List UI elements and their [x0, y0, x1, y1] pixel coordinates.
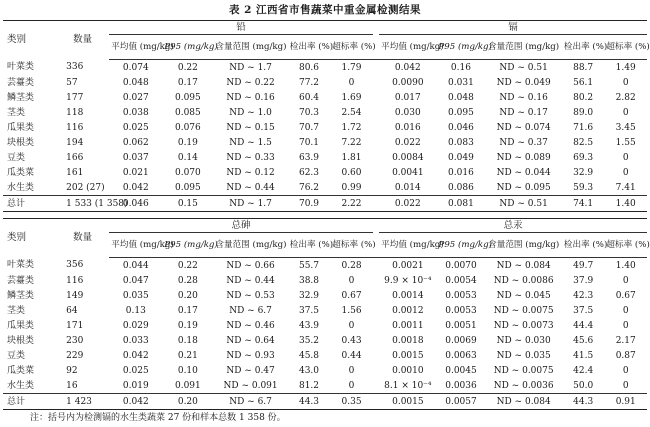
lead-cadmium-table [3, 20, 650, 212]
mean-cell: 0.13 [125, 305, 146, 316]
range-cell: ND ~ 0.44 [226, 275, 275, 286]
mean-cell: 0.042 [109, 394, 162, 410]
category-cell: 瓜果类 [7, 122, 35, 133]
detect-rate-cell: 38.8 [298, 275, 320, 286]
exceed-rate-cell: 1.40 [615, 260, 636, 271]
table-row [3, 258, 647, 274]
exceed-rate-cell: 0 [622, 77, 629, 88]
exceed-rate-cell: 0.28 [341, 260, 362, 271]
range-cell: ND ~ 0.049 [496, 77, 551, 88]
header-detect-rate: 检出率 (%) [562, 233, 605, 258]
exceed-rate-cell: 7.41 [615, 182, 636, 193]
range-cell: ND ~ 0.16 [226, 92, 275, 103]
mean-cell: 0.0041 [392, 167, 424, 178]
detect-rate-cell: 89.0 [573, 107, 594, 118]
category-cell: 豆类 [7, 350, 26, 361]
p95-cell: 0.0045 [445, 365, 477, 376]
p95-cell: 0.17 [177, 77, 198, 88]
header-p95: P95 (mg/kg) [162, 35, 213, 60]
mean-cell: 0.0012 [392, 305, 424, 316]
exceed-rate-cell: 0.35 [330, 394, 373, 410]
mean-cell: 0.048 [122, 77, 149, 88]
p95-cell: 0.21 [177, 350, 198, 361]
category-cell: 叶菜类 [7, 260, 35, 271]
mean-cell: 0.021 [122, 167, 149, 178]
exceed-rate-cell: 0.87 [615, 350, 636, 361]
range-cell: ND ~ 0.16 [499, 92, 548, 103]
mean-cell: 0.0015 [392, 350, 424, 361]
count-cell: 194 [66, 137, 84, 148]
exceed-rate-cell: 1.81 [341, 152, 362, 163]
detect-rate-cell: 37.5 [298, 305, 320, 316]
mean-cell: 0.025 [122, 365, 149, 376]
range-cell: ND ~ 0.089 [496, 152, 551, 163]
exceed-rate-cell: 0 [622, 305, 629, 316]
exceed-rate-cell: 0 [348, 380, 355, 391]
detect-rate-cell: 76.2 [298, 182, 320, 193]
table-title: 表 2 江西省市售蔬菜中重金属检测结果 [228, 4, 422, 16]
p95-cell: 0.20 [177, 290, 198, 301]
detect-rate-cell: 35.2 [298, 335, 320, 346]
range-cell: ND ~ 0.030 [496, 335, 551, 346]
range-cell: ND ~ 0.22 [226, 77, 275, 88]
detect-rate-cell: 59.3 [573, 182, 594, 193]
p95-cell: 0.016 [448, 167, 474, 178]
mean-cell: 0.035 [122, 290, 149, 301]
mean-cell: 0.027 [122, 92, 149, 103]
mean-cell: 0.044 [122, 260, 149, 271]
header-category: 类别 [3, 21, 56, 60]
header-exceed-rate: 超标率 (%) [604, 233, 647, 258]
p95-cell: 0.0070 [445, 260, 477, 271]
header-exceed-rate: 超标率 (%) [604, 35, 647, 60]
category-cell: 鳞茎类 [7, 92, 35, 103]
detect-rate-cell: 55.7 [298, 260, 320, 271]
range-cell: ND ~ 6.7 [229, 305, 272, 316]
count-cell: 177 [66, 92, 84, 103]
header-range: 含量范围 (mg/kg) [213, 233, 287, 258]
category-cell: 瓜类菜 [7, 365, 35, 376]
range-cell: ND ~ 0.47 [226, 365, 275, 376]
detect-rate-cell: 80.2 [573, 92, 594, 103]
mean-cell: 0.029 [122, 320, 149, 331]
mean-cell: 0.047 [122, 275, 149, 286]
range-cell: ND ~ 0.084 [485, 394, 562, 410]
count-cell: 202 (27) [66, 182, 105, 193]
p95-cell: 0.16 [450, 62, 471, 73]
p95-cell: 0.083 [448, 137, 474, 148]
exceed-rate-cell: 0 [348, 275, 355, 286]
p95-cell: 0.19 [177, 320, 198, 331]
range-cell: ND ~ 0.46 [226, 320, 275, 331]
detect-rate-cell: 45.8 [298, 350, 320, 361]
exceed-rate-cell: 3.45 [615, 122, 636, 133]
p95-cell: 0.0053 [445, 290, 477, 301]
p95-cell: 0.095 [174, 182, 201, 193]
mean-cell: 0.0010 [392, 365, 424, 376]
p95-cell: 0.0051 [445, 320, 477, 331]
exceed-rate-cell: 2.54 [341, 107, 362, 118]
mean-cell: 0.016 [394, 122, 421, 133]
p95-cell: 0.15 [162, 196, 213, 212]
header-p95: P95 (mg/kg) [437, 233, 486, 258]
exceed-rate-cell: 0.60 [341, 167, 362, 178]
mean-cell: 0.017 [394, 92, 421, 103]
detect-rate-cell: 43.0 [298, 365, 320, 376]
p95-cell: 0.085 [174, 107, 201, 118]
header-mean: 平均值 (mg/kg) [109, 35, 162, 60]
range-cell: ND ~ 6.7 [213, 394, 287, 410]
p95-cell: 0.091 [174, 380, 201, 391]
count-cell: 161 [66, 167, 84, 178]
exceed-rate-cell: 1.56 [341, 305, 362, 316]
exceed-rate-cell: 0 [622, 107, 629, 118]
group-lead: 铅 [109, 21, 373, 35]
count-cell: 118 [66, 107, 84, 118]
p95-cell: 0.095 [448, 107, 474, 118]
mean-cell: 0.022 [394, 137, 421, 148]
detect-rate-cell: 80.6 [298, 62, 320, 73]
p95-cell: 0.0063 [445, 350, 477, 361]
category-cell: 水生类 [7, 380, 35, 391]
table-row [3, 348, 647, 363]
category-cell: 叶菜类 [7, 62, 35, 73]
exceed-rate-cell: 0 [622, 320, 629, 331]
detect-rate-cell: 37.9 [573, 275, 594, 286]
exceed-rate-cell: 1.79 [341, 62, 362, 73]
mean-cell: 0.019 [122, 380, 149, 391]
count-cell: 356 [66, 260, 84, 271]
table-row [3, 333, 647, 348]
detect-rate-cell: 82.5 [573, 137, 594, 148]
exceed-rate-cell: 0.99 [341, 182, 362, 193]
mean-cell: 0.042 [122, 182, 149, 193]
table-row [3, 105, 647, 120]
range-cell: ND ~ 0.035 [496, 350, 551, 361]
range-cell: ND ~ 1.7 [213, 196, 287, 212]
p95-cell: 0.046 [448, 122, 474, 133]
count-cell: 230 [66, 335, 84, 346]
mean-cell: 0.037 [122, 152, 149, 163]
p95-cell: 0.20 [162, 394, 213, 410]
table-row [3, 196, 647, 212]
range-cell: ND ~ 0.0036 [493, 380, 554, 391]
table-row [3, 394, 647, 410]
arsenic-mercury-table [3, 218, 650, 410]
exceed-rate-cell: 1.55 [615, 137, 636, 148]
group-total-mercury: 总汞 [379, 219, 647, 233]
p95-cell: 0.14 [177, 152, 198, 163]
mean-cell: 0.0014 [392, 290, 424, 301]
mean-cell: 0.0011 [392, 320, 424, 331]
p95-cell: 0.086 [448, 182, 474, 193]
group-total-arsenic: 总砷 [109, 219, 373, 233]
p95-cell: 0.048 [448, 92, 474, 103]
p95-cell: 0.18 [177, 335, 198, 346]
table-row [3, 150, 647, 165]
p95-cell: 0.076 [174, 122, 201, 133]
category-cell: 总计 [3, 196, 56, 212]
category-cell: 水生类 [7, 182, 35, 193]
detect-rate-cell: 81.2 [298, 380, 320, 391]
exceed-rate-cell: 2.17 [615, 335, 636, 346]
p95-cell: 0.0069 [445, 335, 477, 346]
category-cell: 瓜果类 [7, 320, 35, 331]
exceed-rate-cell: 0.91 [604, 394, 647, 410]
header-exceed-rate: 超标率 (%) [330, 35, 373, 60]
range-cell: ND ~ 0.64 [226, 335, 275, 346]
header-range: 含量范围 (mg/kg) [485, 35, 562, 60]
header-category: 类别 [3, 219, 56, 258]
exceed-rate-cell: 0.44 [341, 350, 362, 361]
range-cell: ND ~ 0.33 [226, 152, 275, 163]
header-exceed-rate: 超标率 (%) [330, 233, 373, 258]
category-cell: 总计 [3, 394, 56, 410]
category-cell: 块根类 [7, 137, 35, 148]
exceed-rate-cell: 0 [622, 275, 629, 286]
detect-rate-cell: 88.7 [573, 62, 594, 73]
mean-cell: 0.0018 [392, 335, 424, 346]
detect-rate-cell: 42.4 [573, 365, 594, 376]
header-count: 数量 [56, 219, 109, 258]
p95-cell: 0.0036 [445, 380, 477, 391]
mean-cell: 0.033 [122, 335, 149, 346]
exceed-rate-cell: 0 [622, 380, 629, 391]
table-row [3, 303, 647, 318]
detect-rate-cell: 42.3 [573, 290, 594, 301]
header-mean: 平均值 (mg/kg) [109, 233, 162, 258]
exceed-rate-cell: 0.43 [341, 335, 362, 346]
header-p95: P95 (mg/kg) [162, 233, 213, 258]
category-cell: 芸薹类 [7, 77, 35, 88]
detect-rate-cell: 70.9 [288, 196, 331, 212]
mean-cell: 0.042 [122, 350, 149, 361]
range-cell: ND ~ 1.5 [229, 137, 272, 148]
mean-cell: 0.0084 [392, 152, 424, 163]
p95-cell: 0.081 [437, 196, 486, 212]
detect-rate-cell: 71.6 [573, 122, 594, 133]
range-cell: ND ~ 0.44 [226, 182, 275, 193]
detect-rate-cell: 70.1 [298, 137, 320, 148]
range-cell: ND ~ 0.0073 [493, 320, 554, 331]
mean-cell: 0.062 [122, 137, 149, 148]
category-cell: 瓜类菜 [7, 167, 35, 178]
exceed-rate-cell: 7.22 [341, 137, 362, 148]
detect-rate-cell: 50.0 [573, 380, 594, 391]
p95-cell: 0.17 [177, 305, 198, 316]
mean-cell: 0.046 [109, 196, 162, 212]
range-cell: ND ~ 0.53 [226, 290, 275, 301]
table-row [3, 363, 647, 378]
exceed-rate-cell: 1.69 [341, 92, 362, 103]
p95-cell: 0.0054 [445, 275, 477, 286]
exceed-rate-cell: 0 [348, 365, 355, 376]
header-detect-rate: 检出率 (%) [288, 233, 331, 258]
header-detect-rate: 检出率 (%) [288, 35, 331, 60]
range-cell: ND ~ 0.074 [496, 122, 551, 133]
range-cell: ND ~ 0.091 [223, 380, 278, 391]
range-cell: ND ~ 0.084 [496, 260, 551, 271]
mean-cell: 0.0015 [379, 394, 436, 410]
range-cell: ND ~ 0.0086 [493, 275, 554, 286]
category-cell: 芸薹类 [7, 275, 35, 286]
detect-rate-cell: 43.9 [298, 320, 320, 331]
category-cell: 豆类 [7, 152, 26, 163]
count-cell: 229 [66, 350, 84, 361]
detect-rate-cell: 69.3 [573, 152, 594, 163]
detect-rate-cell: 70.7 [298, 122, 320, 133]
count-cell: 171 [66, 320, 84, 331]
detect-rate-cell: 77.2 [298, 77, 320, 88]
header-range: 含量范围 (mg/kg) [485, 233, 562, 258]
count-cell: 166 [66, 152, 84, 163]
category-cell: 茎类 [7, 305, 26, 316]
count-cell: 116 [66, 122, 84, 133]
mean-cell: 0.038 [122, 107, 149, 118]
mean-cell: 0.014 [394, 182, 421, 193]
range-cell: ND ~ 1.7 [229, 62, 272, 73]
table-row [3, 135, 647, 150]
table-row [3, 180, 647, 196]
exceed-rate-cell: 0 [622, 365, 629, 376]
count-cell: 336 [66, 62, 84, 73]
table-row [3, 90, 647, 105]
p95-cell: 0.0057 [437, 394, 486, 410]
count-cell: 116 [66, 275, 84, 286]
exceed-rate-cell: 0 [348, 77, 355, 88]
mean-cell: 0.0021 [392, 260, 424, 271]
range-cell: ND ~ 0.095 [496, 182, 551, 193]
table-row [3, 75, 647, 90]
category-cell: 茎类 [7, 107, 26, 118]
range-cell: ND ~ 0.51 [485, 196, 562, 212]
detect-rate-cell: 62.3 [298, 167, 320, 178]
mean-cell: 0.025 [122, 122, 149, 133]
detect-rate-cell: 37.5 [573, 305, 594, 316]
mean-cell: 0.0090 [392, 77, 424, 88]
count-cell: 149 [66, 290, 84, 301]
detect-rate-cell: 44.3 [562, 394, 605, 410]
table-row [3, 120, 647, 135]
category-cell: 块根类 [7, 335, 35, 346]
range-cell: ND ~ 0.15 [226, 122, 275, 133]
exceed-rate-cell: 0 [622, 167, 629, 178]
mean-cell: 0.030 [394, 107, 421, 118]
header-range: 含量范围 (mg/kg) [213, 35, 287, 60]
p95-cell: 0.28 [177, 275, 198, 286]
header-detect-rate: 检出率 (%) [562, 35, 605, 60]
exceed-rate-cell: 2.82 [615, 92, 636, 103]
detect-rate-cell: 63.9 [298, 152, 320, 163]
p95-cell: 0.070 [174, 167, 201, 178]
p95-cell: 0.031 [448, 77, 474, 88]
table-row [3, 165, 647, 180]
table-row [3, 60, 647, 76]
mean-cell: 9.9 × 10⁻⁴ [384, 275, 432, 286]
range-cell: ND ~ 0.0075 [493, 365, 554, 376]
exceed-rate-cell: 2.22 [330, 196, 373, 212]
count-cell: 57 [66, 77, 78, 88]
mean-cell: 0.042 [394, 62, 421, 73]
range-cell: ND ~ 0.66 [226, 260, 275, 271]
mean-cell: 8.1 × 10⁻⁴ [384, 380, 432, 391]
range-cell: ND ~ 0.37 [499, 137, 548, 148]
exceed-rate-cell: 1.49 [615, 62, 636, 73]
p95-cell: 0.10 [177, 365, 198, 376]
group-cadmium: 镉 [379, 21, 647, 35]
count-cell: 64 [66, 305, 78, 316]
count-cell: 1 533 (1 358) [56, 196, 109, 212]
detect-rate-cell: 32.9 [298, 290, 320, 301]
p95-cell: 0.095 [174, 92, 201, 103]
p95-cell: 0.19 [177, 137, 198, 148]
header-mean: 平均值 (mg/kg) [379, 233, 436, 258]
p95-cell: 0.049 [448, 152, 474, 163]
range-cell: ND ~ 0.51 [499, 62, 548, 73]
detect-rate-cell: 41.5 [573, 350, 594, 361]
category-cell: 鳞茎类 [7, 290, 35, 301]
range-cell: ND ~ 0.045 [496, 290, 551, 301]
table-row [3, 378, 647, 394]
mean-cell: 0.022 [379, 196, 436, 212]
header-p95: P95 (mg/kg) [437, 35, 486, 60]
detect-rate-cell: 49.7 [573, 260, 594, 271]
p95-cell: 0.22 [177, 260, 198, 271]
p95-cell: 0.0053 [445, 305, 477, 316]
exceed-rate-cell: 0 [622, 152, 629, 163]
exceed-rate-cell: 1.40 [604, 196, 647, 212]
range-cell: ND ~ 0.044 [496, 167, 551, 178]
p95-cell: 0.22 [177, 62, 198, 73]
detect-rate-cell: 60.4 [298, 92, 320, 103]
range-cell: ND ~ 1.0 [229, 107, 272, 118]
header-count: 数量 [56, 21, 109, 60]
table-row [3, 318, 647, 333]
header-mean: 平均值 (mg/kg) [379, 35, 436, 60]
range-cell: ND ~ 0.0075 [493, 305, 554, 316]
exceed-rate-cell: 0.67 [615, 290, 636, 301]
exceed-rate-cell: 0 [348, 320, 355, 331]
detect-rate-cell: 44.4 [573, 320, 594, 331]
detect-rate-cell: 45.6 [573, 335, 594, 346]
detect-rate-cell: 74.1 [562, 196, 605, 212]
table-row [3, 273, 647, 288]
exceed-rate-cell: 0.67 [341, 290, 362, 301]
count-cell: 92 [66, 365, 78, 376]
count-cell: 1 423 [56, 394, 109, 410]
table-note: 注：括号内为检测镉的水生类蔬菜 27 份和样本总数 1 358 份。 [30, 413, 286, 423]
detect-rate-cell: 56.1 [573, 77, 594, 88]
table-row [3, 288, 647, 303]
range-cell: ND ~ 0.12 [226, 167, 275, 178]
range-cell: ND ~ 0.93 [226, 350, 275, 361]
detect-rate-cell: 44.3 [288, 394, 331, 410]
exceed-rate-cell: 1.72 [341, 122, 362, 133]
detect-rate-cell: 70.3 [298, 107, 320, 118]
range-cell: ND ~ 0.17 [499, 107, 548, 118]
detect-rate-cell: 32.9 [573, 167, 594, 178]
count-cell: 16 [66, 380, 78, 391]
mean-cell: 0.074 [122, 62, 149, 73]
